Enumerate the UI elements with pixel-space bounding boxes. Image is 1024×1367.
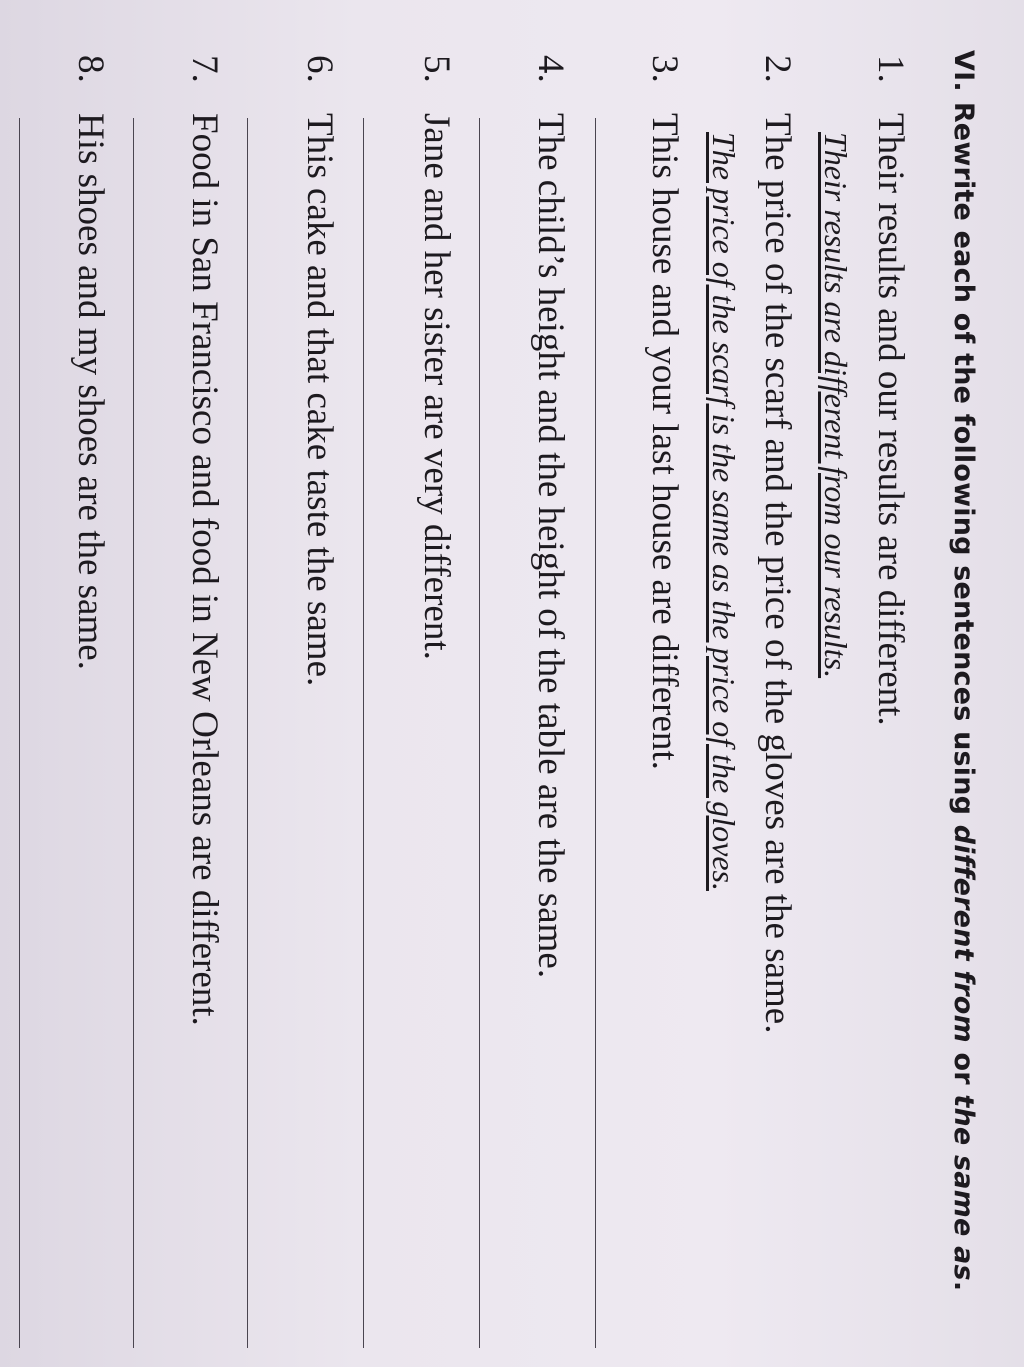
item-number: 2. xyxy=(757,55,798,83)
instruction-keyword-1: different from xyxy=(948,824,979,1043)
item-sentence: Their results and our results are different. xyxy=(870,113,911,726)
item-sentence: This house and your last house are different. xyxy=(644,113,685,770)
exercise-item-6 xyxy=(298,55,341,686)
instruction-period: . xyxy=(948,1280,979,1292)
item-sentence: This cake and that cake taste the same. xyxy=(299,113,340,687)
item-number: 5. xyxy=(416,55,457,83)
item-sentence: The child’s height and the height of the table are the same. xyxy=(530,113,571,979)
exercise-item-8 xyxy=(69,55,112,670)
item-sentence: Food in San Francisco and food in New Orleans are different. xyxy=(184,113,225,1026)
item-number: 7. xyxy=(184,55,225,83)
answer-line-6[interactable] xyxy=(247,118,248,1348)
exercise-item-3 xyxy=(643,55,686,770)
exercise-item-4 xyxy=(529,55,572,978)
item-sentence: Jane and her sister are very different. xyxy=(416,113,457,660)
exercise-item-7 xyxy=(183,55,226,1026)
answer-line-8[interactable] xyxy=(19,118,20,1348)
answer-2: The price of the scarf is the same as the price of the gloves. xyxy=(706,132,742,891)
answer-line-7[interactable] xyxy=(133,118,134,1348)
answer-1: Their results are different from our results. xyxy=(818,132,854,679)
item-number: 8. xyxy=(70,55,111,83)
exercise-item-1 xyxy=(869,55,912,726)
answer-line-3[interactable] xyxy=(595,118,596,1348)
instruction-connector: or xyxy=(948,1042,979,1095)
exercise-number: VI. xyxy=(948,50,979,92)
item-sentence: The price of the scarf and the price of the gloves are the same. xyxy=(757,113,798,1034)
answer-line-5[interactable] xyxy=(363,118,364,1348)
instruction-text: Rewrite each of the following sentences using xyxy=(948,101,979,825)
answer-line-4[interactable] xyxy=(479,118,480,1348)
item-number: 1. xyxy=(870,55,911,83)
exercise-item-5 xyxy=(415,55,458,660)
exercise-item-2 xyxy=(756,55,799,1033)
instruction-keyword-2: the same as xyxy=(948,1094,979,1281)
item-sentence: His shoes and my shoes are the same. xyxy=(70,113,111,670)
item-number: 3. xyxy=(644,55,685,83)
exercise-heading xyxy=(948,50,979,1291)
item-number: 4. xyxy=(530,55,571,83)
item-number: 6. xyxy=(299,55,340,83)
